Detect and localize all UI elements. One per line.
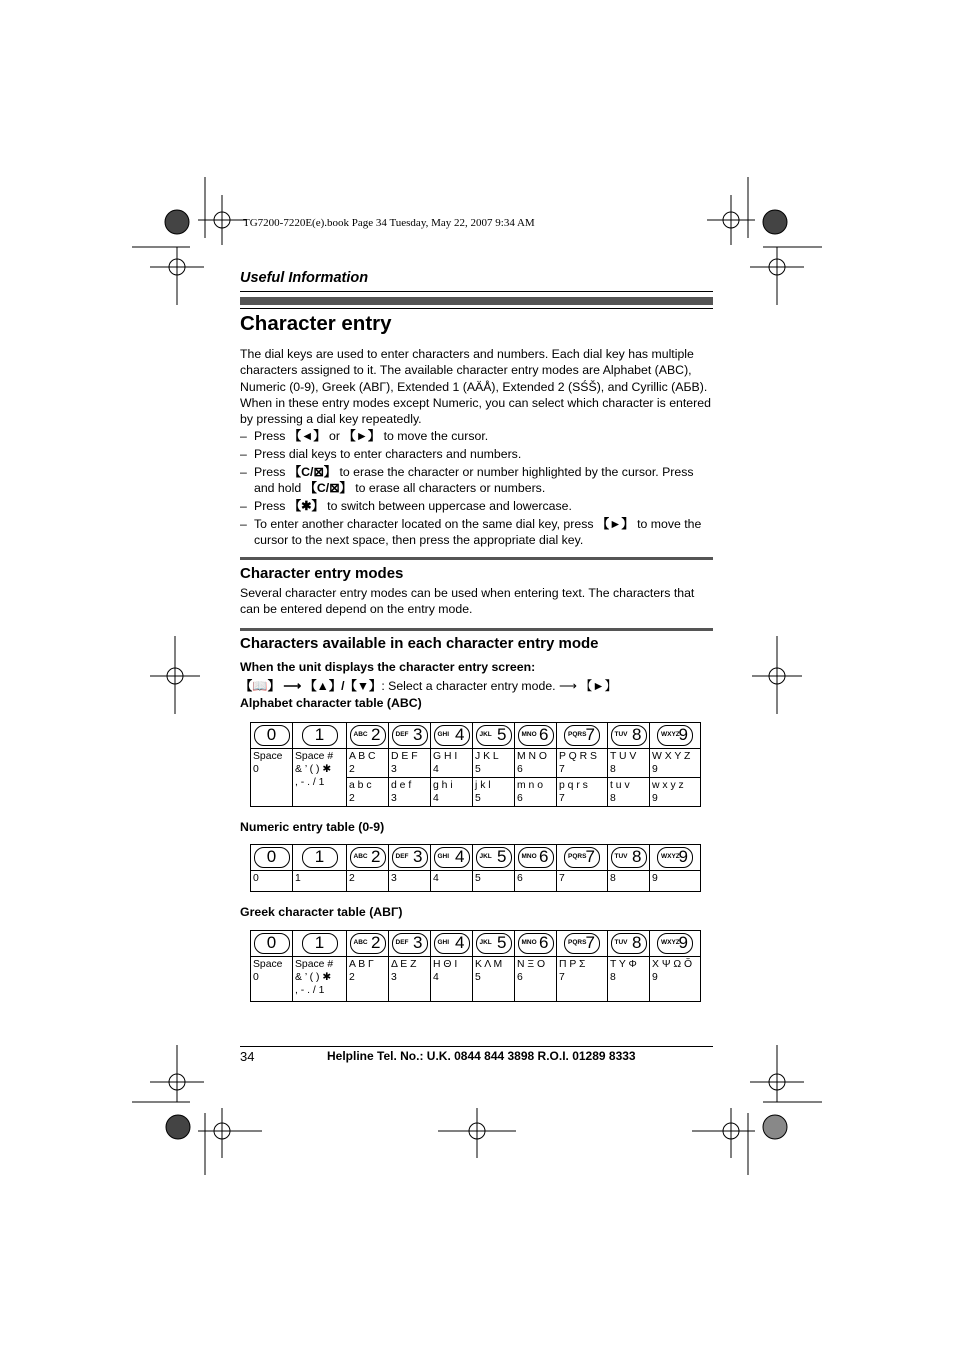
list-item: – Press 【✱】 to switch between uppercase and lowercase. [240,498,715,514]
table-cell [557,749,608,778]
table-cell [251,749,293,807]
dial-key-1-icon [302,847,338,868]
helpline-text: Helpline Tel. No.: U.K. 0844 844 3898 R.O.I. 01289 8333 [327,1049,636,1063]
dial-key-7-icon [564,725,600,746]
cell-text: Space # & ’ ( ) ✱ , - . / 1 [295,959,334,996]
dial-key-cell [473,845,515,871]
dial-key-6-icon [518,933,554,954]
cell-text: 4 [433,873,439,884]
table-cell [608,871,650,892]
key-digit: 2 [371,847,381,866]
cell-text: Τ Υ Φ 8 [610,959,637,983]
dial-key-4-icon [434,933,470,954]
dial-key-6-icon [518,725,554,746]
dial-key-cell [515,931,557,957]
modes-paragraph: Several character entry modes can be used when entering text. The characters that can be entered depend on the entry mode. [240,586,695,617]
cell-text: G H I 4 [433,751,458,775]
dial-key-3-icon [392,933,428,954]
key-digit: 7 [585,933,595,952]
key-digit: 2 [371,933,381,952]
dial-key-3-icon [392,725,428,746]
dial-key-3-icon [392,847,428,868]
key-digit: 8 [632,933,642,952]
key-digit: 8 [632,725,642,744]
cell-text: 5 [475,873,481,884]
dial-key-cell [650,845,701,871]
key-digit: 6 [539,725,549,744]
key-letters: DEF [395,731,409,738]
cell-text: m n o 6 [517,780,543,804]
table-cell [347,871,389,892]
key-digit: 2 [371,725,381,744]
divider [240,291,713,292]
list-item: – Press 【◄】 or 【►】 to move the cursor. [240,428,715,444]
key-letters: JKL [479,731,492,738]
dial-key-cell [347,845,389,871]
key-letters: MNO [521,939,537,946]
dial-key-9-icon [657,847,693,868]
cell-text: J K L 5 [475,751,499,775]
table-cell [473,957,515,1002]
key-letters: TUV [614,731,628,738]
dial-key-cell [431,845,473,871]
key-letters: TUV [614,853,628,860]
cell-text: 8 [610,873,616,884]
greek-character-table [250,930,701,1002]
table-cell [389,778,431,807]
key-digit: 6 [539,847,549,866]
cell-text: Α Β Γ 2 [349,959,374,983]
cell-text: a b c 2 [349,780,372,804]
table-cell [515,778,557,807]
key-letters: DEF [395,939,409,946]
dial-key-7-icon [564,933,600,954]
dial-key-8-icon [611,725,647,746]
list-item: – Press 【C/⊠】 to erase the character or number highlighted by the cursor. Press and hold 【C/⊠】 to erase all characters or numbers. [240,464,715,496]
cell-text: t u v 8 [610,780,630,804]
table-cell [389,957,431,1002]
intro-paragraph: The dial keys are used to enter characters and numbers. Each dial key has multiple characters assigned to it. The available character entry modes are Alphabet (ABC), Numeric (0-9), Greek (ΑΒΓ), Extended 1 (AÄÅ), Extended 2 (SŚŠ), and Cyrillic (АБВ). When in these entry modes except Numeric, you can select which character is entered by pressing a dial key repeatedly. [240,347,711,427]
key-digit: 1 [314,933,325,952]
table-row [251,957,701,1002]
cell-text: Π Ρ Σ 7 [559,959,586,983]
dial-key-cell [251,723,293,749]
table-cell [650,778,701,807]
table-cell [608,957,650,1002]
key-digit: 5 [497,933,507,952]
table-row [251,871,701,892]
cell-text: A B C 2 [349,751,376,775]
footer-divider [240,1046,713,1047]
dial-key-0-icon [254,725,290,746]
cell-text: W X Y Z 9 [652,751,691,775]
cell-text: 0 [253,873,259,884]
table-cell [473,749,515,778]
cell-text: w x y z 9 [652,780,684,804]
dial-key-1-icon [302,725,338,746]
table-cell [650,749,701,778]
key-digit: 6 [539,933,549,952]
cell-text: Η Θ Ι 4 [433,959,458,983]
modes-heading: Character entry modes [240,565,404,582]
dial-key-2-icon [350,847,386,868]
dial-key-9-icon [657,933,693,954]
cell-text: 7 [559,873,565,884]
dial-key-9-icon [657,725,693,746]
key-letters: ABC [353,853,368,860]
key-digit: 0 [266,933,277,952]
table-cell [515,749,557,778]
key-digit: 9 [678,847,688,866]
dial-key-cell [650,931,701,957]
key-digit: 3 [413,725,423,744]
key-letters: PQRS [568,939,587,946]
dial-key-cell [293,723,347,749]
dial-key-5-icon [476,933,512,954]
cell-text: Space 0 [253,751,283,775]
cell-text: Χ Ψ Ω Ŏ 9 [652,959,693,983]
table-row [251,749,701,778]
key-digit: 9 [678,933,688,952]
table-cell [389,871,431,892]
cell-text: Space # & ’ ( ) ✱ , - . / 1 [295,751,334,788]
cell-text: 6 [517,873,523,884]
table-caption: Numeric entry table (0-9) [240,820,385,834]
nav-keys: 【📖】 ⟶ 【▲】/【▼】 [240,679,382,693]
table-cell [515,957,557,1002]
dial-key-cell [608,723,650,749]
dial-key-cell [557,931,608,957]
page-number: 34 [240,1049,255,1064]
key-letters: JKL [479,939,492,946]
dial-key-cell [557,845,608,871]
key-letters: ABC [353,939,368,946]
table-cell [608,749,650,778]
key-digit: 3 [413,847,423,866]
dial-key-6-icon [518,847,554,868]
dial-key-cell [650,723,701,749]
dial-key-cell [473,931,515,957]
divider-bar [240,628,713,631]
dial-key-8-icon [611,847,647,868]
table-cell [251,957,293,1002]
dial-key-cell [515,723,557,749]
nav-text: : Select a character entry mode. ⟶ 【►】 [381,679,617,693]
cell-text: j k l 5 [475,780,491,804]
dial-key-cell [431,931,473,957]
table-cell [293,957,347,1002]
when-label: When the unit displays the character entry screen: [240,660,536,674]
cell-text: d e f 3 [391,780,412,804]
cell-text: Space 0 [253,959,283,983]
alphabet-character-table [250,722,701,807]
key-letters: PQRS [568,853,587,860]
dial-key-cell [389,931,431,957]
key-digit: 9 [678,725,688,744]
dial-key-2-icon [350,725,386,746]
dial-key-2-icon [350,933,386,954]
dial-key-cell [515,845,557,871]
key-letters: GHI [437,939,450,946]
cell-text: 3 [391,873,397,884]
key-digit: 4 [455,933,465,952]
dial-key-cell [251,931,293,957]
cell-text: Ν Ξ Ο 6 [517,959,546,983]
dial-key-cell [473,723,515,749]
key-letters: GHI [437,853,450,860]
table-cell [557,778,608,807]
cell-text: T U V 8 [610,751,637,775]
cell-text: 1 [295,873,301,884]
instruction-list [240,428,715,550]
dial-key-cell [389,723,431,749]
available-heading: Characters available in each character entry mode [240,635,599,652]
cell-text: p q r s 7 [559,780,588,804]
dial-key-4-icon [434,847,470,868]
dial-key-cell [431,723,473,749]
table-cell [293,749,347,807]
cell-text: 9 [652,873,658,884]
cell-text: 2 [349,873,355,884]
dial-key-5-icon [476,725,512,746]
key-letters: DEF [395,853,409,860]
key-digit: 7 [585,725,595,744]
dial-key-1-icon [302,933,338,954]
table-cell [431,871,473,892]
divider-bar [240,557,713,560]
table-cell [650,871,701,892]
key-letters: PQRS [568,731,587,738]
table-cell [608,778,650,807]
table-cell [515,871,557,892]
key-digit: 1 [314,725,325,744]
cell-text: Δ Ε Ζ 3 [391,959,417,983]
table-cell [473,871,515,892]
table-cell [347,778,389,807]
key-digit: 0 [266,725,277,744]
table-cell [251,871,293,892]
table-cell [389,749,431,778]
divider [240,308,713,309]
key-digit: 4 [455,725,465,744]
list-item: – Press dial keys to enter characters and numbers. [240,446,715,462]
key-letters: ABC [353,731,368,738]
dial-key-cell [251,845,293,871]
table-cell [347,749,389,778]
dial-key-cell [347,723,389,749]
table-cell [293,871,347,892]
key-digit: 1 [314,847,325,866]
cell-text: Κ Λ Μ 5 [475,959,503,983]
table-caption: Greek character table (ΑΒΓ) [240,905,403,919]
table-cell [557,957,608,1002]
key-letters: WXYZ [661,939,680,946]
key-letters: GHI [437,731,450,738]
table-caption: Alphabet character table (ABC) [240,696,422,710]
dial-key-cell [608,845,650,871]
key-letters: MNO [521,853,537,860]
key-digit: 5 [497,847,507,866]
dial-key-0-icon [254,847,290,868]
table-cell [431,749,473,778]
dial-key-cell [389,845,431,871]
key-letters: MNO [521,731,537,738]
cell-text: D E F 3 [391,751,418,775]
table-cell [347,957,389,1002]
page-title: Character entry [240,312,392,335]
section-label: Useful Information [240,270,369,286]
key-digit: 7 [585,847,595,866]
dial-key-cell [347,931,389,957]
key-letters: WXYZ [661,731,680,738]
dial-key-5-icon [476,847,512,868]
list-item: – To enter another character located on the same dial key, press 【►】 to move the cursor to the next space, then press the appropriate dial key. [240,516,715,548]
print-header: TG7200-7220E(e).book Page 34 Tuesday, May 22, 2007 9:34 AM [243,217,535,229]
divider-bar [240,297,713,305]
dial-key-cell [557,723,608,749]
key-letters: JKL [479,853,492,860]
key-digit: 8 [632,847,642,866]
navigation-instruction [240,676,617,694]
key-letters: TUV [614,939,628,946]
dial-key-cell [293,931,347,957]
cell-text: P Q R S 7 [559,751,597,775]
dial-key-cell [293,845,347,871]
table-cell [650,957,701,1002]
numeric-entry-table [250,844,701,892]
key-digit: 5 [497,725,507,744]
dial-key-8-icon [611,933,647,954]
key-letters: WXYZ [661,853,680,860]
table-cell [431,778,473,807]
table-cell [431,957,473,1002]
key-digit: 0 [266,847,277,866]
cell-text: M N O 6 [517,751,548,775]
dial-key-cell [608,931,650,957]
cell-text: g h i 4 [433,780,453,804]
table-cell [473,778,515,807]
dial-key-0-icon [254,933,290,954]
dial-key-4-icon [434,725,470,746]
table-cell [557,871,608,892]
dial-key-7-icon [564,847,600,868]
key-digit: 4 [455,847,465,866]
key-digit: 3 [413,933,423,952]
